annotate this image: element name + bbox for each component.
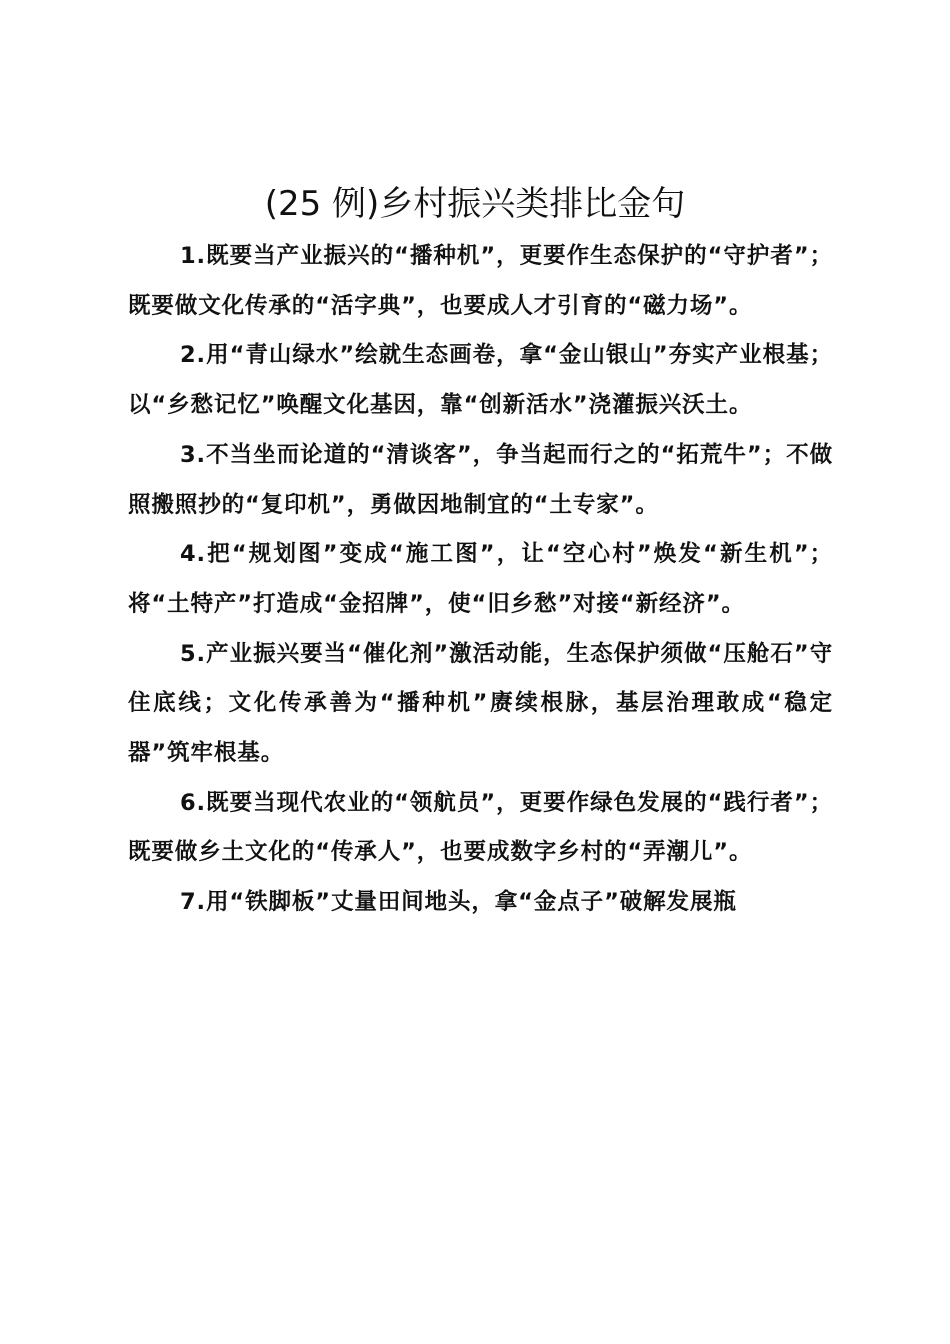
paragraph-6: 6.既要当现代农业的“领航员”，更要作绿色发展的“践行者”；既要做乡土文化的“传承人”，也要成数字乡村的“弄潮儿”。	[128, 789, 833, 866]
paragraph-5: 5.产业振兴要当“催化剂”激活动能，生态保护须做“压舱石”守住底线；文化传承善为“播种机”赓续根脉，基层治理敢成“稳定器”筑牢根基。	[128, 640, 833, 767]
document-title: (25 例)乡村振兴类排比金句	[264, 184, 686, 224]
paragraph-7: 7.用“铁脚板”丈量田间地头，拿“金点子”破解发展瓶	[180, 889, 737, 916]
document-body	[128, 232, 833, 928]
paragraph-4: 4.把“规划图”变成“施工图”，让“空心村”焕发“新生机”；将“土特产”打造成“金招牌”，使“旧乡愁”对接“新经济”。	[128, 541, 833, 617]
paragraph-1: 1.既要当产业振兴的“播种机”，更要作生态保护的“守护者”；既要做文化传承的“活字典”，也要成人才引育的“磁力场”。	[128, 243, 833, 319]
paragraph-2: 2.用“青山绿水”绘就生态画卷，拿“金山银山”夯实产业根基；以“乡愁记忆”唤醒文化基因，靠“创新活水”浇灌振兴沃土。	[128, 342, 833, 419]
paragraph-3: 3.不当坐而论道的“清谈客”，争当起而行之的“拓荒牛”；不做照搬照抄的“复印机”，勇做因地制宜的“土专家”。	[128, 441, 833, 518]
